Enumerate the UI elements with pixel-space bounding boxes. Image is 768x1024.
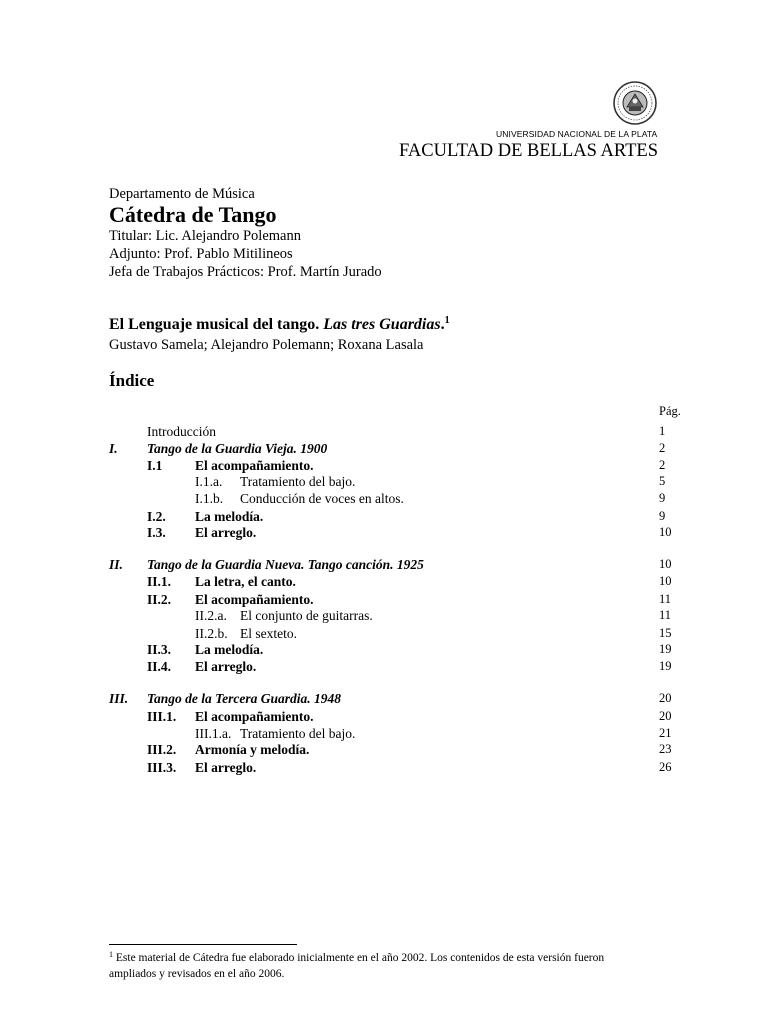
document-title-main: El Lenguaje musical del tango. [109, 316, 324, 333]
index-heading: Índice [109, 371, 155, 390]
toc-entry-title: Tratamiento del bajo. [240, 474, 356, 489]
toc-entry-number: III.1. [147, 709, 177, 724]
footnote-text: Este material de Cátedra fue elaborado inicialmente en el año 2002. Los contenidos de esta versión fueron ampliados y revisados en el año 2006. [109, 952, 605, 980]
toc-entry-number: II.1. [147, 574, 172, 589]
university-name: UNIVERSIDAD NACIONAL DE LA PLATA [496, 129, 658, 139]
document-title [109, 316, 450, 334]
toc-entry-page: 21 [659, 726, 672, 740]
toc-entry-title: El arreglo. [195, 659, 257, 674]
toc-entry-title: Tratamiento del bajo. [240, 726, 356, 741]
toc-entry-page: 1 [659, 424, 666, 438]
footnote-mark: 1 [109, 950, 113, 959]
toc-entry-number: II. [109, 557, 123, 572]
toc-entry-page: 10 [659, 557, 672, 571]
toc-entry-title: El arreglo. [195, 760, 257, 775]
toc-entry-page: 23 [659, 742, 672, 756]
toc-entry[interactable] [0, 441, 768, 457]
toc-entry[interactable] [0, 709, 768, 725]
toc-entry[interactable] [0, 474, 768, 490]
toc-entry[interactable] [0, 726, 768, 742]
toc-entry-page: 5 [659, 474, 666, 488]
toc-entry-page: 9 [659, 509, 666, 523]
toc-entry-title: El acompañamiento. [195, 709, 314, 724]
toc-entry-number: II.4. [147, 659, 172, 674]
toc-entry-number: II.2.b. [195, 626, 228, 641]
toc-entry[interactable] [0, 592, 768, 608]
toc-entry-title: Introducción [147, 424, 216, 439]
toc-entry-title: El acompañamiento. [195, 592, 314, 607]
toc-entry-page: 20 [659, 691, 672, 705]
toc-entry-page: 19 [659, 659, 672, 673]
toc-entry[interactable] [0, 608, 768, 624]
toc-entry-page: 26 [659, 760, 672, 774]
toc-entry[interactable] [0, 742, 768, 758]
toc-entry[interactable] [0, 642, 768, 658]
staff-adjunto: Adjunto: Prof. Pablo Mitilineos [109, 246, 293, 262]
toc-entry-page: 10 [659, 525, 672, 539]
toc-entry[interactable] [0, 574, 768, 590]
staff-titular: Titular: Lic. Alejandro Polemann [109, 228, 301, 244]
toc-entry-page: 10 [659, 574, 672, 588]
staff-jtp: Jefa de Trabajos Prácticos: Prof. Martín Jurado [109, 264, 382, 280]
toc-entry-page: 11 [659, 592, 672, 606]
toc-entry-title: El arreglo. [195, 525, 257, 540]
toc-entry-number: I.3. [147, 525, 166, 540]
toc-entry-number: I.1.b. [195, 491, 224, 506]
toc-entry-number: III.2. [147, 742, 177, 757]
toc-entry-title: Tango de la Guardia Nueva. Tango canción. 1925 [147, 557, 424, 572]
toc-entry-page: 19 [659, 642, 672, 656]
faculty-name: FACULTAD DE BELLAS ARTES [399, 141, 658, 161]
toc-entry[interactable] [0, 525, 768, 541]
toc-entry-title: La melodía. [195, 642, 264, 657]
toc-entry[interactable] [0, 424, 768, 440]
toc-entry-title: El acompañamiento. [195, 458, 314, 473]
toc-entry-title: Conducción de voces en altos. [240, 491, 404, 506]
toc-entry[interactable] [0, 458, 768, 474]
toc-entry[interactable] [0, 760, 768, 776]
toc-entry-number: III.3. [147, 760, 177, 775]
toc-entry-number: I.1 [147, 458, 163, 473]
toc-entry-number: I.1.a. [195, 474, 223, 489]
toc-entry-number: II.3. [147, 642, 172, 657]
document-authors: Gustavo Samela; Alejandro Polemann; Roxana Lasala [109, 337, 424, 353]
page-column-header: Pág. [659, 404, 681, 418]
document-title-end: . [440, 316, 445, 333]
document-title-italic: Las tres Guardias [323, 316, 441, 333]
department-name: Departamento de Música [109, 186, 255, 202]
toc-entry-number: III.1.a. [195, 726, 232, 741]
toc-entry-number: II.2. [147, 592, 172, 607]
toc-entry-page: 2 [659, 441, 666, 455]
toc-entry[interactable] [0, 691, 768, 707]
toc-entry-title: El sexteto. [240, 626, 297, 641]
toc-entry-title: La melodía. [195, 509, 264, 524]
toc-entry-number: III. [109, 691, 129, 706]
toc-entry-number: I.2. [147, 509, 166, 524]
university-seal-icon [612, 80, 658, 126]
toc-entry[interactable] [0, 491, 768, 507]
footnote-reference[interactable]: 1 [444, 315, 450, 326]
toc-entry-title: Tango de la Tercera Guardia. 1948 [147, 691, 342, 706]
toc-entry-title: La letra, el canto. [195, 574, 296, 589]
toc-entry-title: Tango de la Guardia Vieja. 1900 [147, 441, 328, 456]
toc-entry[interactable] [0, 626, 768, 642]
toc-entry-number: I. [109, 441, 118, 456]
toc-entry-page: 11 [659, 608, 672, 622]
toc-entry[interactable] [0, 557, 768, 573]
chair-title: Cátedra de Tango [109, 202, 277, 227]
toc-entry[interactable] [0, 509, 768, 525]
toc-entry-title: El conjunto de guitarras. [240, 608, 373, 623]
toc-entry-number: II.2.a. [195, 608, 227, 623]
toc-entry-page: 20 [659, 709, 672, 723]
toc-entry-page: 2 [659, 458, 666, 472]
footnote [109, 950, 654, 982]
toc-entry[interactable] [0, 659, 768, 675]
footnote-divider [109, 944, 297, 945]
toc-entry-page: 9 [659, 491, 666, 505]
toc-entry-title: Armonía y melodía. [195, 742, 310, 757]
toc-entry-page: 15 [659, 626, 672, 640]
